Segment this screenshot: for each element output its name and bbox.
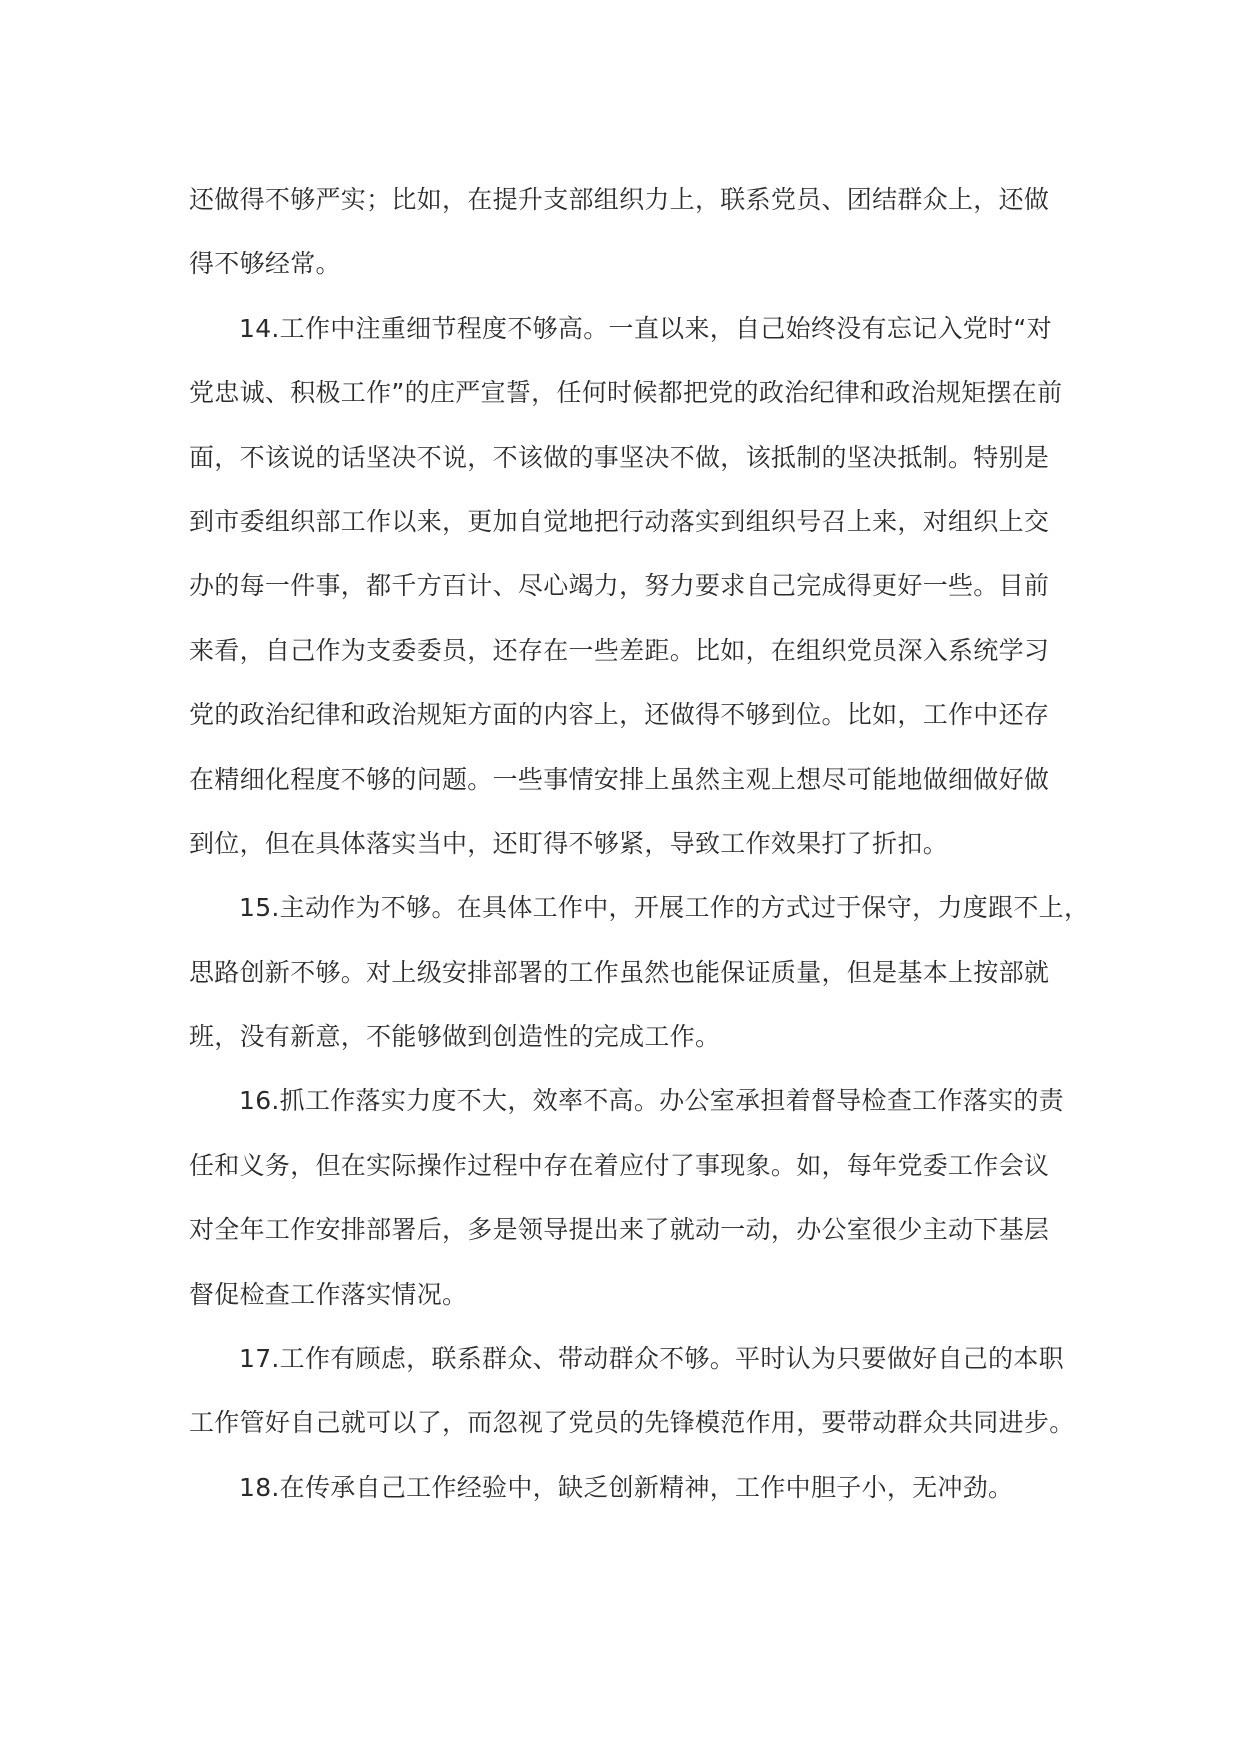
text-line: 面，不该说的话坚决不说，不该做的事坚决不做，该抵制的坚决抵制。特别是 (189, 442, 1050, 472)
text-line: 工作管好自己就可以了，而忽视了党员的先锋模范作用，要带动群众共同进步。 (189, 1408, 1075, 1438)
text-line: 还做得不够严实；比如，在提升支部组织力上，联系党员、团结群众上，还做 (189, 185, 1050, 214)
text-line: 到位，但在具体落实当中，还盯得不够紧，导致工作效果打了折扣。 (189, 828, 949, 858)
paragraph-18-start: 18.在传承自己工作经验中，缺乏创新精神，工作中胆子小，无冲劲。 (239, 1472, 1014, 1502)
text-line: 思路创新不够。对上级安排部署的工作虽然也能保证质量，但是基本上按部就 (189, 957, 1050, 987)
paragraph-16-start: 16.抓工作落实力度不大，效率不高。办公室承担着督导检查工作落实的责 (239, 1086, 1064, 1116)
text-line: 党忠诚、积极工作”的庄严宣誓，任何时候都把党的政治纪律和政治规矩摆在前 (189, 378, 1063, 408)
text-line: 党的政治纪律和政治规矩方面的内容上，还做得不够到位。比如，工作中还存 (189, 700, 1050, 730)
text-line: 到市委组织部工作以来，更加自觉地把行动落实到组织号召上来，对组织上交 (189, 506, 1050, 536)
text-line: 对全年工作安排部署后，多是领导提出来了就动一动，办公室很少主动下基层 (189, 1215, 1050, 1245)
text-line: 得不够经常。 (189, 249, 341, 279)
text-line: 任和义务，但在实际操作过程中存在着应付了事现象。如，每年党委工作会议 (189, 1150, 1050, 1180)
text-line: 来看，自己作为支委委员，还存在一些差距。比如，在组织党员深入系统学习 (189, 635, 1050, 665)
body-text (189, 168, 1089, 1520)
paragraph-17-start: 17.工作有顾虑，联系群众、带动群众不够。平时认为只要做好自己的本职 (239, 1344, 1064, 1374)
text-line: 班，没有新意，不能够做到创造性的完成工作。 (189, 1022, 721, 1052)
paragraph-15-start: 15.主动作为不够。在具体工作中，开展工作的方式过于保守，力度跟不上， (239, 893, 1090, 923)
text-line: 督促检查工作落实情况。 (189, 1279, 468, 1309)
paragraph-14-start: 14.工作中注重细节程度不够高。一直以来，自己始终没有忘记入党时“对 (239, 313, 1052, 343)
text-line: 办的每一件事，都千方百计、尽心竭力，努力要求自己完成得更好一些。目前 (189, 571, 1050, 601)
text-line: 在精细化程度不够的问题。一些事情安排上虽然主观上想尽可能地做细做好做 (189, 764, 1050, 794)
